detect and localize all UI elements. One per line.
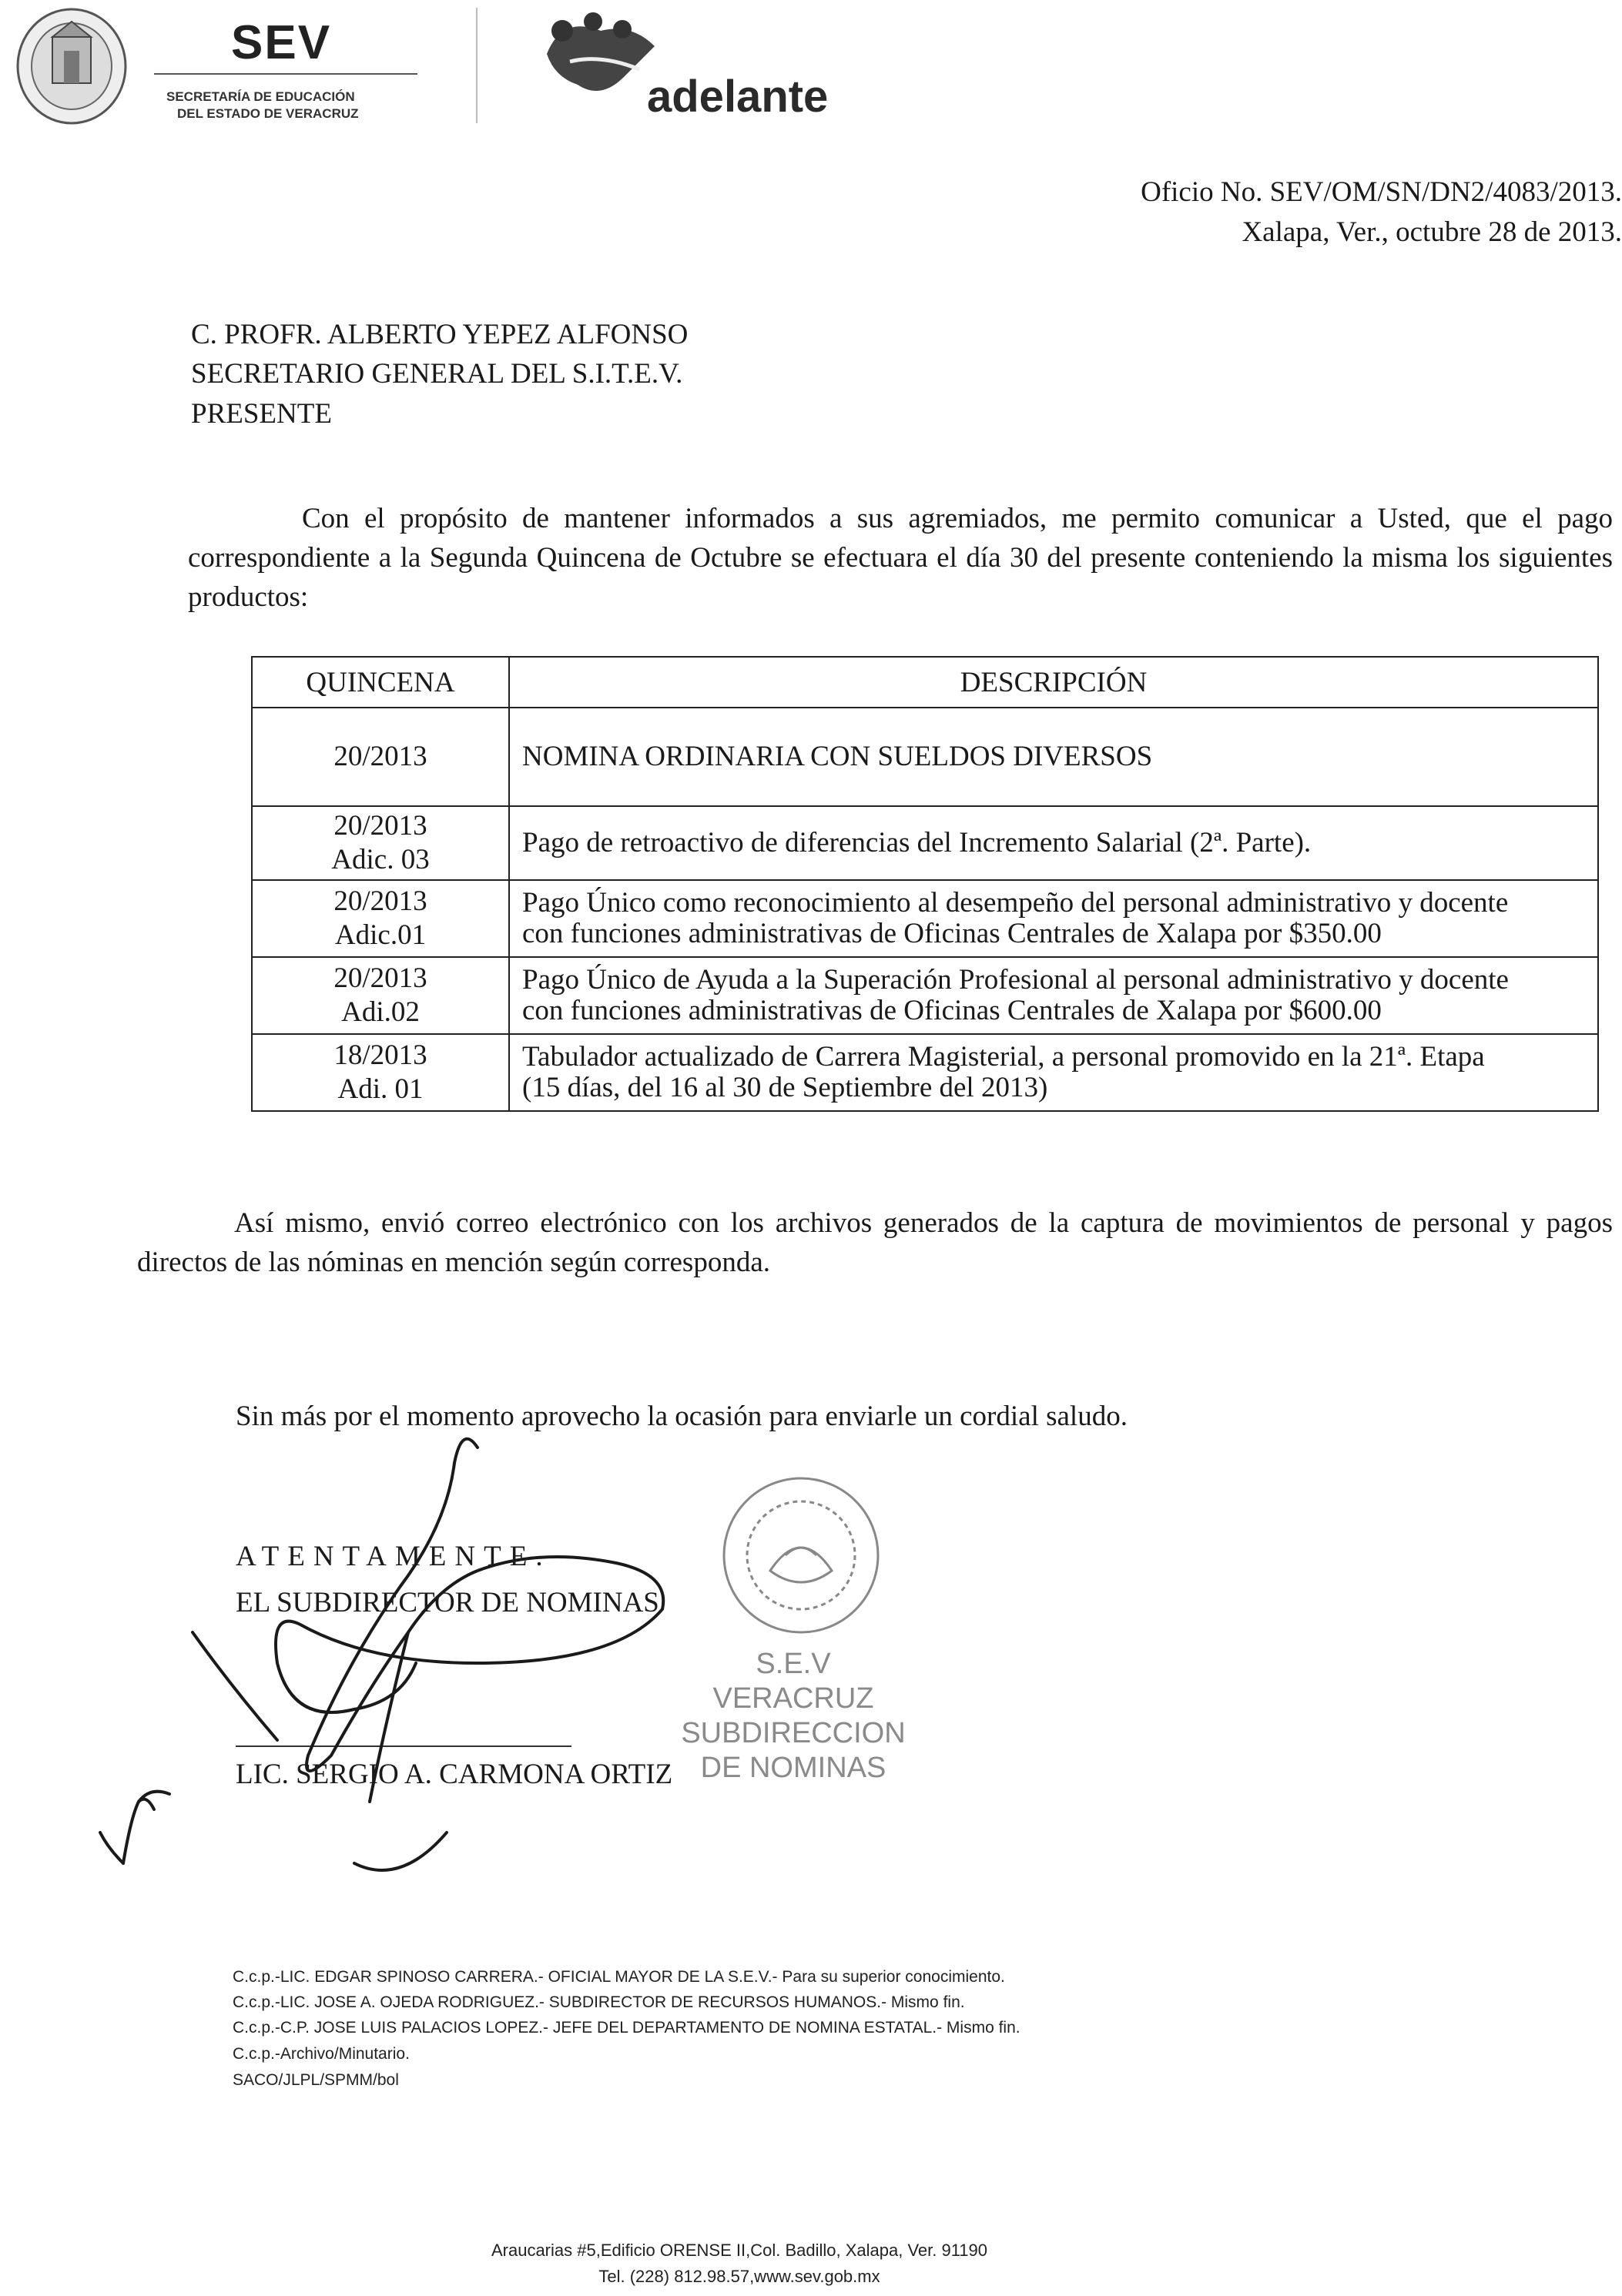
- quincena-suffix: Adi. 01: [337, 1073, 424, 1105]
- table-row: [252, 1034, 1598, 1111]
- quincena-value: 20/2013: [333, 885, 427, 917]
- descripcion-line: (15 días, del 16 al 30 de Septiembre del 2013): [522, 1072, 1048, 1103]
- stamp-text-line: DE NOMINAS: [700, 1752, 886, 1784]
- sev-logo-rule: [154, 73, 417, 75]
- addressee-presente: PRESENTE: [191, 398, 332, 430]
- payment-products-table: [251, 656, 1599, 1112]
- quincena-cell: [252, 957, 509, 1034]
- sev-subtitle-line2: DEL ESTADO DE VERACRUZ: [177, 106, 359, 121]
- quincena-suffix: Adic. 03: [331, 844, 430, 875]
- oficio-number: Oficio No. SEV/OM/SN/DN2/4083/2013.: [1141, 176, 1622, 208]
- descripcion-cell: [509, 806, 1598, 880]
- descripcion-line: Pago Único de Ayuda a la Superación Profesional al personal administrativo y docente: [522, 964, 1509, 996]
- quincena-suffix: Adic.01: [334, 919, 427, 951]
- descripcion-cell: [509, 880, 1598, 957]
- quincena-value: 18/2013: [333, 1039, 427, 1071]
- signer-position: EL SUBDIRECTOR DE NOMINAS: [236, 1587, 659, 1618]
- table-header-row: [252, 657, 1598, 708]
- cc-line: C.c.p.-C.P. JOSE LUIS PALACIOS LOPEZ.- JEFE DEL DEPARTAMENTO DE NOMINA ESTATAL.- Mismo fin.: [233, 2019, 1020, 2037]
- quincena-cell: [252, 708, 509, 806]
- quincena-value: 20/2013: [333, 741, 427, 772]
- quincena-cell: [252, 1034, 509, 1111]
- descripcion-line: NOMINA ORDINARIA CON SUELDOS DIVERSOS: [522, 741, 1153, 772]
- descripcion-line: con funciones administrativas de Oficinas Centrales de Xalapa por $350.00: [522, 918, 1382, 949]
- table-row: [252, 806, 1598, 880]
- descripcion-cell: [509, 1034, 1598, 1111]
- place-date: Xalapa, Ver., octubre 28 de 2013.: [1242, 216, 1622, 248]
- cc-line: C.c.p.-LIC. EDGAR SPINOSO CARRERA.- OFICIAL MAYOR DE LA S.E.V.- Para su superior conocimiento.: [233, 1968, 1005, 1986]
- addressee-name: C. PROFR. ALBERTO YEPEZ ALFONSO: [191, 319, 689, 350]
- cc-line: SACO/JLPL/SPMM/bol: [233, 2071, 399, 2089]
- handwritten-signature: [77, 1432, 693, 1894]
- quincena-cell: [252, 880, 509, 957]
- stamp-text-line: SUBDIRECCION: [681, 1717, 906, 1749]
- stamp-text-line: S.E.V: [756, 1648, 831, 1680]
- closing-line: Sin más por el momento aprovecho la ocasión para enviarle un cordial saludo.: [236, 1401, 1128, 1432]
- cc-line: C.c.p.-Archivo/Minutario.: [233, 2045, 410, 2063]
- header-divider: [476, 8, 478, 123]
- quincena-cell: [252, 806, 509, 880]
- sev-subtitle-line1: SECRETARÍA DE EDUCACIÓN: [166, 89, 355, 104]
- descripcion-cell: [509, 708, 1598, 806]
- sev-logo: SEV: [231, 16, 332, 69]
- intro-paragraph: Con el propósito de mantener informados a sus agremiados, me permito comunicar a Usted, que el pago correspondiente a la Segunda Quincena de Octubre se efectuara el día 30 del presente conteniendo la misma los siguientes productos:: [188, 503, 1613, 613]
- official-stamp-seal: [709, 1463, 893, 1648]
- column-header-quincena: QUINCENA: [252, 657, 509, 708]
- column-header-descripcion: DESCRIPCIÓN: [509, 657, 1598, 708]
- quincena-value: 20/2013: [333, 810, 427, 842]
- atentamente-label: ATENTAMENTE.: [236, 1541, 551, 1572]
- email-paragraph: Así mismo, envió correo electrónico con los archivos generados de la captura de movimientos de personal y pagos directos de las nóminas en mención según corresponda.: [137, 1207, 1613, 1278]
- table-row: [252, 957, 1598, 1034]
- signer-name: LIC. SERGIO A. CARMONA ORTIZ: [236, 1759, 673, 1790]
- addressee-title: SECRETARIO GENERAL DEL S.I.T.E.V.: [191, 358, 683, 390]
- footer-phone: Tel. (228) 812.98.57,www.sev.gob.mx: [598, 2267, 880, 2286]
- descripcion-line: Tabulador actualizado de Carrera Magisterial, a personal promovido en la 21ª. Etapa: [522, 1041, 1485, 1073]
- cc-line: C.c.p.-LIC. JOSE A. OJEDA RODRIGUEZ.- SUBDIRECTOR DE RECURSOS HUMANOS.- Mismo fin.: [233, 1993, 965, 2011]
- descripcion-line: Pago de retroactivo de diferencias del Incremento Salarial (2ª. Parte).: [522, 827, 1312, 858]
- footer-address: Araucarias #5,Edificio ORENSE II,Col. Badillo, Xalapa, Ver. 91190: [491, 2241, 988, 2260]
- table-row: [252, 880, 1598, 957]
- quincena-suffix: Adi.02: [341, 996, 420, 1028]
- descripcion-cell: [509, 957, 1598, 1034]
- stamp-text-line: VERACRUZ: [712, 1682, 874, 1715]
- state-coat-of-arms-logo: [6, 5, 137, 128]
- quincena-value: 20/2013: [333, 962, 427, 994]
- adelante-logo-text: adelante: [647, 72, 829, 122]
- descripcion-line: Pago Único como reconocimiento al desempeño del personal administrativo y docente: [522, 887, 1509, 919]
- descripcion-line: con funciones administrativas de Oficinas Centrales de Xalapa por $600.00: [522, 995, 1382, 1026]
- table-row: [252, 708, 1598, 806]
